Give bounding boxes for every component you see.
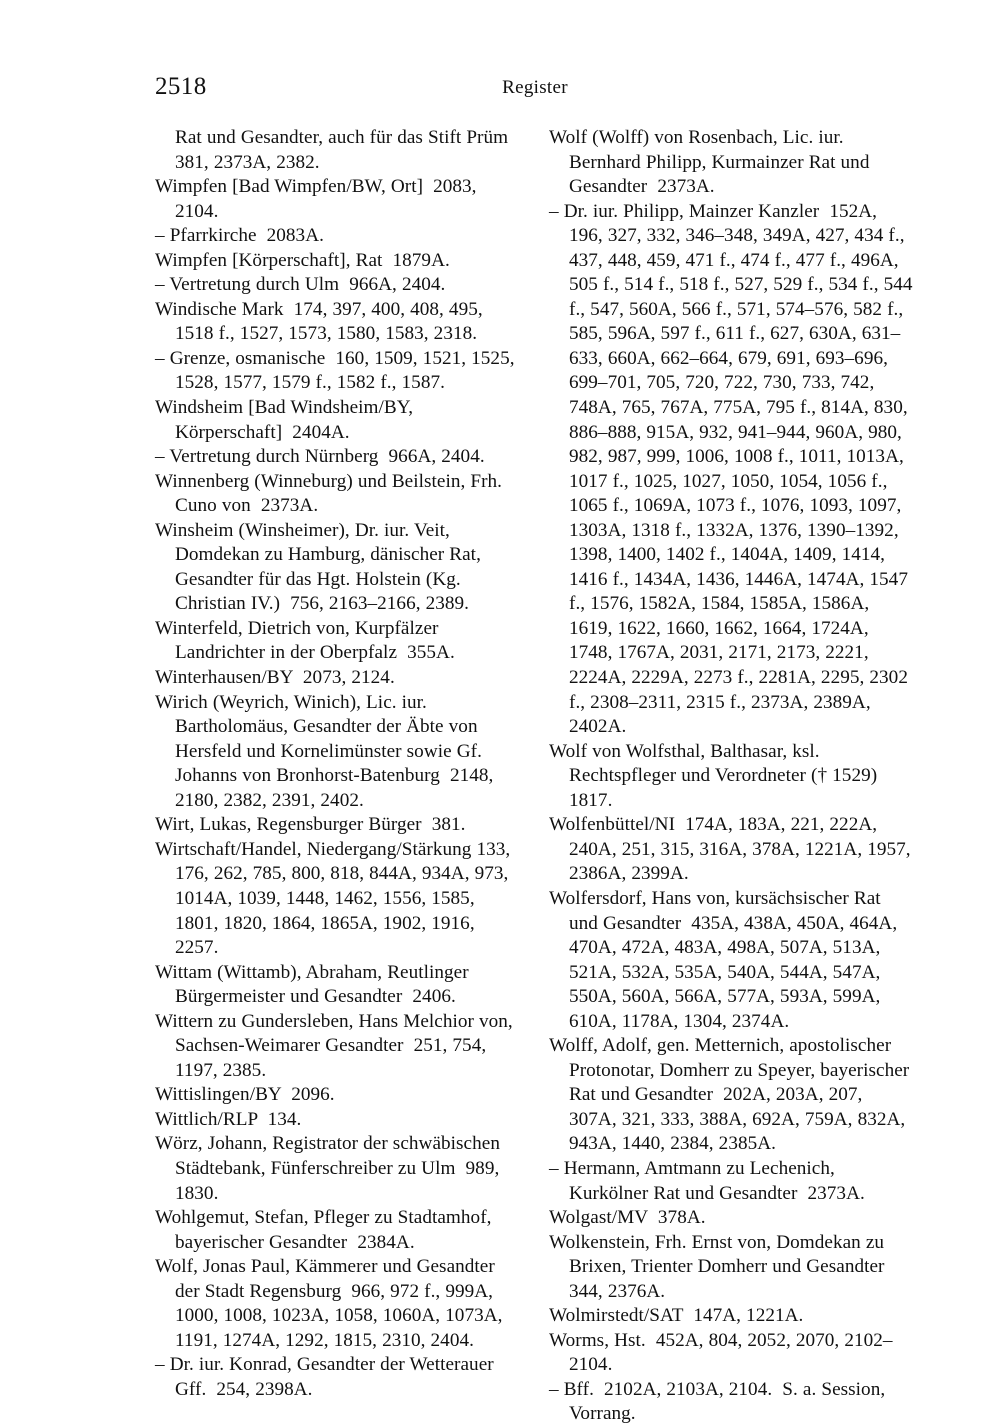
- index-entry: Winterfeld, Dietrich von, Kurpfälzer Landrichter in der Oberpfalz 355A.: [155, 617, 455, 664]
- running-head: [155, 74, 915, 100]
- index-subentry: – Hermann, Amtmann zu Lechenich, Kurkölner Rat und Gesandter 2373A.: [549, 1157, 865, 1204]
- index-entry: Wimpfen [Bad Wimpfen/BW, Ort] 2083, 2104.: [155, 176, 482, 222]
- index-entry: Wolf von Wolfsthal, Balthasar, ksl. Rechtspfleger und Verordneter († 1529) 1817.: [549, 740, 888, 811]
- index-subentry: – Vertretung durch Nürnberg 966A, 2404.: [155, 446, 485, 468]
- index-entry: Wirich (Weyrich, Winich), Lic. iur. Bartholomäus, Gesandter der Äbte von Hersfeld und Kornelimünster sowie Gf. Johanns von Bronhorst-Batenburg 2148, 2180, 2382, 2391, 2402.: [155, 691, 499, 811]
- running-head-title: Register: [502, 77, 568, 98]
- index-entry: Wohlgemut, Stefan, Pfleger zu Stadtamhof, bayerischer Gesandter 2384A.: [155, 1207, 497, 1253]
- index-entry: Wolgast/MV 378A.: [549, 1207, 706, 1229]
- index-entry: Wolfersdorf, Hans von, kursächsischer Rat und Gesandter 435A, 438A, 450A, 464A, 470A, 472A, 483A, 498A, 507A, 513A, 521A, 532A, 535A, 540A, 544A, 547A, 550A, 560A, 566A, 577A, 593A, 599A, 610A, 1178A, 1304, 2374A.: [549, 887, 903, 1032]
- index-entry: Wittislingen/BY 2096.: [155, 1084, 335, 1106]
- index-entry: Worms, Hst. 452A, 804, 2052, 2070, 2102–2104.: [549, 1329, 893, 1376]
- index-subentry: – Bff. 2102A, 2103A, 2104. S. a. Session, Vorrang.: [549, 1378, 890, 1425]
- index-subentry: – Grenze, osmanische 160, 1509, 1521, 1525, 1528, 1577, 1579 f., 1582 f., 1587.: [155, 347, 520, 394]
- column-left: [155, 126, 520, 1427]
- index-entry: Wolf, Jonas Paul, Kämmerer und Gesandter der Stadt Regensburg 966, 972 f., 999A, 1000, 1008, 1023A, 1058, 1060A, 1073A, 1191, 1274A, 1292, 1815, 2310, 2404.: [155, 1256, 508, 1351]
- index-entry: Winnenberg (Winneburg) und Beilstein, Frh. Cuno von 2373A.: [155, 470, 508, 517]
- index-entry: Wolfenbüttel/NI 174A, 183A, 221, 222A, 240A, 251, 315, 316A, 378A, 1221A, 1957, 2386A, 2399A.: [549, 814, 916, 885]
- index-entry: Winsheim (Winsheimer), Dr. iur. Veit, Domdekan zu Hamburg, dänischer Rat, Gesandter für das Hgt. Holstein (Kg. Christian IV.) 756, 2163–2166, 2389.: [155, 519, 486, 615]
- index-entry: Wittam (Wittamb), Abraham, Reutlinger Bürgermeister und Gesandter 2406.: [155, 961, 474, 1008]
- two-column-body: [155, 126, 918, 1427]
- page-number: 2518: [155, 73, 207, 100]
- index-entry-continuation: Rat und Gesandter, auch für das Stift Prüm 381, 2373A, 2382.: [175, 127, 514, 173]
- index-subentry: – Pfarrkirche 2083A.: [155, 225, 324, 247]
- index-entry: Windsheim [Bad Windsheim/BY, Körperschaft] 2404A.: [155, 397, 419, 443]
- index-entry: Wolmirstedt/SAT 147A, 1221A.: [549, 1305, 804, 1327]
- index-entry: Wolf (Wolff) von Rosenbach, Lic. iur. Bernhard Philipp, Kurmainzer Rat und Gesandter 2373A.: [549, 127, 875, 198]
- index-entry: Wirtschaft/Handel, Niedergang/Stärkung 133, 176, 262, 785, 800, 818, 844A, 934A, 973, 1014A, 1039, 1448, 1462, 1556, 1585, 1801, 1820, 1864, 1865A, 1902, 1916, 2257.: [155, 838, 516, 959]
- index-subentry: – Dr. iur. Philipp, Mainzer Kanzler 152A, 196, 327, 332, 346–348, 349A, 427, 434 f., 437, 448, 459, 471 f., 474 f., 477 f., 496A, 505 f., 514 f., 518 f., 527, 529 f., 534 f., 544 f., 547, 560A, 566 f., 571, 574–576, 582 f., 585, 596A, 597 f., 611 f., 627, 630A, 631–633, 660A, 662–664, 679, 691, 693–696, 699–701, 705, 720, 722, 730, 733, 742, 748A, 765, 767A, 775A, 795 f., 814A, 830, 886–888, 915A, 932, 941–944, 960A, 980, 982, 987, 999, 1006, 1008 f., 1011, 1013A, 1017 f., 1025, 1027, 1050, 1054, 1056 f., 1065 f., 1069A, 1073 f., 1076, 1093, 1097, 1303A, 1318 f., 1332A, 1376, 1390–1392, 1398, 1400, 1402 f., 1404A, 1409, 1414, 1416 f., 1434A, 1436, 1446A, 1474A, 1547 f., 1576, 1582A, 1584, 1585A, 1586A, 1619, 1622, 1660, 1662, 1664, 1724A, 1748, 1767A, 2031, 2171, 2173, 2221, 2224A, 2229A, 2273 f., 2281A, 2295, 2302 f., 2308–2311, 2315 f., 2373A, 2389A, 2402A.: [549, 200, 918, 738]
- index-entry: Wimpfen [Körperschaft], Rat 1879A.: [155, 249, 450, 271]
- index-entry: Windische Mark 174, 397, 400, 408, 495, 1518 f., 1527, 1573, 1580, 1583, 2318.: [155, 298, 488, 345]
- index-subentry: – Dr. iur. Konrad, Gesandter der Wetterauer Gff. 254, 2398A.: [155, 1354, 499, 1400]
- index-entry: Wolff, Adolf, gen. Metternich, apostolischer Protonotar, Domherr zu Speyer, bayerischer Rat und Gesandter 202A, 203A, 207, 307A, 321, 333, 388A, 692A, 759A, 832A, 943A, 1440, 2384, 2385A.: [549, 1035, 915, 1155]
- index-entry: Wörz, Johann, Registrator der schwäbischen Städtebank, Fünferschreiber zu Ulm 989, 1830.: [155, 1133, 506, 1204]
- index-subentry: – Vertretung durch Ulm 966A, 2404.: [155, 274, 446, 296]
- index-entry: Wolkenstein, Frh. Ernst von, Domdekan zu Brixen, Trienter Domherr und Gesandter 344, 2376A.: [549, 1231, 890, 1302]
- index-entry: Wirt, Lukas, Regensburger Bürger 381.: [155, 814, 466, 836]
- index-entry: Winterhausen/BY 2073, 2124.: [155, 667, 395, 689]
- column-right: [549, 126, 918, 1427]
- index-entry: Wittern zu Gundersleben, Hans Melchior von, Sachsen-Weimarer Gesandter 251, 754, 1197, 2385.: [155, 1010, 518, 1081]
- index-entry: Wittlich/RLP 134.: [155, 1108, 302, 1130]
